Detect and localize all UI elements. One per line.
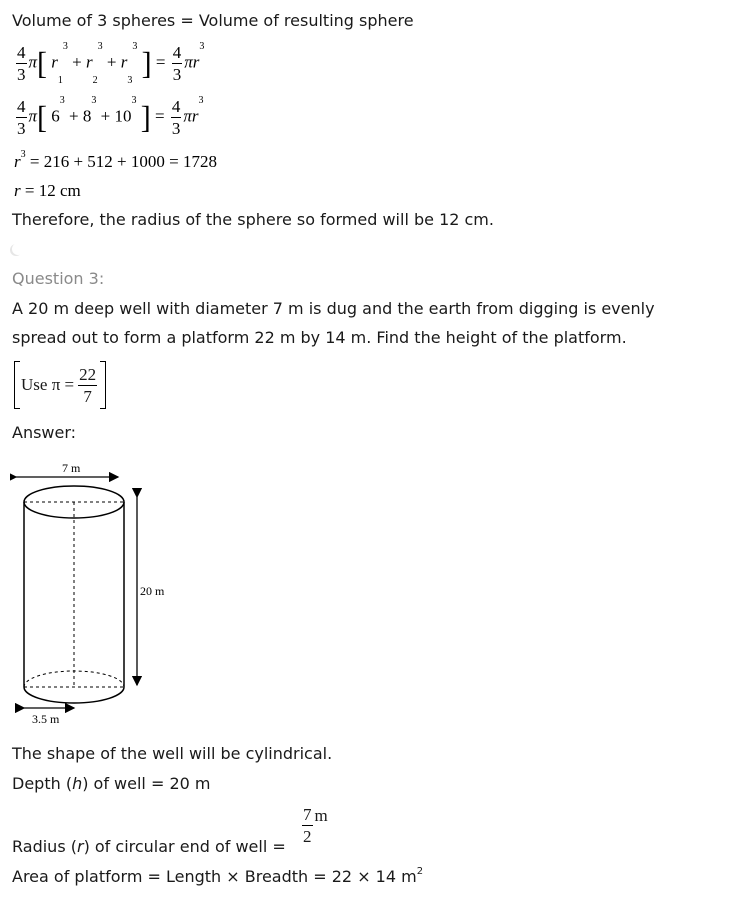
radius-fraction [300,806,328,845]
diameter-label: 7 m [62,461,81,475]
question-text-line-2: spread out to form a platform 22 m by 14 m. Find the height of the platform. [12,328,627,347]
equation-volume-values: $\frac{4}{3}$ π[ $6^3 + 8^3 + 10^3$ ] = $\frac{4}{3}$ $\pi r^3$ [17,95,204,138]
equation-r-cubed: $r^3 = 216 + 512 + 1000 = 1728$ [14,149,217,171]
decorative-crescent-icon [12,243,24,255]
use-pi-numerator: 22 [79,364,97,384]
text-volume-statement: Volume of 3 spheres = Volume of resulting sphere [12,11,414,30]
use-pi-denominator: 7 [83,386,92,406]
radius-label: 3.5 m [32,712,60,726]
text-shape: The shape of the well will be cylindrical. [12,744,333,763]
radius-unit: m [314,806,328,825]
cylinder-diagram [10,455,185,735]
equation-r-value: r = 12 cm [14,181,81,200]
text-depth: Depth (h) of well = 20 m [12,774,211,793]
radius-numerator: 7 [303,805,312,824]
answer-label: Answer: [12,423,77,442]
use-pi-label: Use π = [21,375,75,394]
question-text-line-1: A 20 m deep well with diameter 7 m is dug and the earth from digging is evenly [12,299,655,318]
height-label: 20 m [140,584,165,598]
equation-volume-general: $\frac{4}{3}$ π[ $r_1^3 + r_2^3 + r_3^3$ ] = $\frac{4}{3}$ $\pi r^3$ [17,41,205,86]
radius-denominator: 2 [303,827,312,846]
text-radius: Radius (r) of circular end of well = [12,837,286,856]
question-heading: Question 3: [12,269,105,288]
use-pi-box [14,361,106,409]
text-conclusion: Therefore, the radius of the sphere so formed will be 12 cm. [12,210,494,229]
text-area: Area of platform = Length × Breadth = 22 × 14 $m^2$ [12,866,424,886]
